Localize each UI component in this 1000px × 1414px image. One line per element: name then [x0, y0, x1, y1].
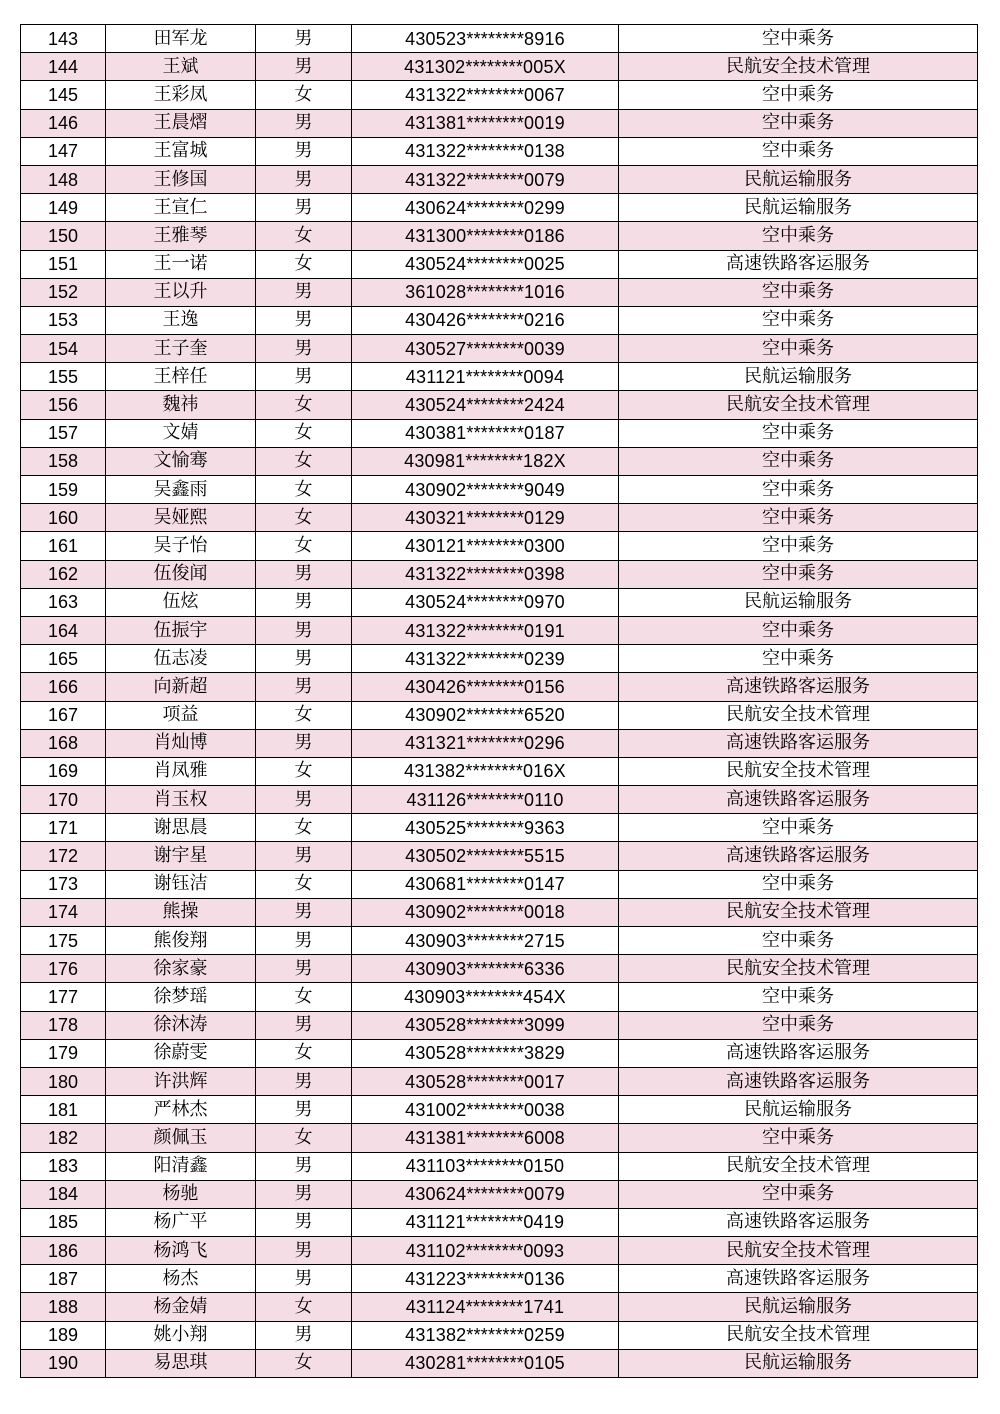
row-number-cell: 164	[21, 616, 106, 644]
row-number-cell: 151	[21, 250, 106, 278]
major-cell: 空中乘务	[619, 1011, 978, 1039]
id-number-cell: 431322********0398	[352, 560, 619, 588]
row-number-cell: 154	[21, 335, 106, 363]
table-row	[21, 1124, 978, 1152]
table-row	[21, 588, 978, 616]
gender-cell: 男	[256, 588, 352, 616]
gender-cell: 男	[256, 673, 352, 701]
row-number-cell: 168	[21, 729, 106, 757]
table-row	[21, 504, 978, 532]
gender-cell: 男	[256, 1096, 352, 1124]
row-number-cell: 159	[21, 476, 106, 504]
id-number-cell: 431121********0419	[352, 1208, 619, 1236]
gender-cell: 男	[256, 560, 352, 588]
gender-cell: 女	[256, 1124, 352, 1152]
student-name-cell: 项益	[106, 701, 256, 729]
major-cell: 空中乘务	[619, 532, 978, 560]
id-number-cell: 430525********9363	[352, 814, 619, 842]
student-name-cell: 熊俊翔	[106, 927, 256, 955]
student-name-cell: 许洪辉	[106, 1067, 256, 1095]
id-number-cell: 431381********0019	[352, 109, 619, 137]
major-cell: 空中乘务	[619, 504, 978, 532]
table-row	[21, 1039, 978, 1067]
id-number-cell: 431322********0079	[352, 165, 619, 193]
gender-cell: 女	[256, 447, 352, 475]
id-number-cell: 431322********0138	[352, 137, 619, 165]
table-row	[21, 306, 978, 334]
student-name-cell: 杨广平	[106, 1208, 256, 1236]
id-number-cell: 431102********0093	[352, 1237, 619, 1265]
major-cell: 空中乘务	[619, 616, 978, 644]
row-number-cell: 181	[21, 1096, 106, 1124]
major-cell: 空中乘务	[619, 983, 978, 1011]
major-cell: 高速铁路客运服务	[619, 786, 978, 814]
table-row	[21, 955, 978, 983]
major-cell: 高速铁路客运服务	[619, 842, 978, 870]
id-number-cell: 431126********0110	[352, 786, 619, 814]
student-name-cell: 肖玉权	[106, 786, 256, 814]
student-name-cell: 王逸	[106, 306, 256, 334]
student-name-cell: 谢宇星	[106, 842, 256, 870]
student-name-cell: 王宣仁	[106, 194, 256, 222]
row-number-cell: 183	[21, 1152, 106, 1180]
table-row	[21, 1237, 978, 1265]
table-row	[21, 476, 978, 504]
row-number-cell: 152	[21, 278, 106, 306]
gender-cell: 男	[256, 137, 352, 165]
major-cell: 空中乘务	[619, 109, 978, 137]
id-number-cell: 430524********0025	[352, 250, 619, 278]
gender-cell: 男	[256, 645, 352, 673]
row-number-cell: 160	[21, 504, 106, 532]
student-name-cell: 吴娅熙	[106, 504, 256, 532]
gender-cell: 男	[256, 898, 352, 926]
id-number-cell: 431321********0296	[352, 729, 619, 757]
gender-cell: 男	[256, 729, 352, 757]
id-number-cell: 431322********0191	[352, 616, 619, 644]
student-name-cell: 杨驰	[106, 1180, 256, 1208]
student-name-cell: 杨杰	[106, 1265, 256, 1293]
table-row	[21, 419, 978, 447]
gender-cell: 女	[256, 419, 352, 447]
major-cell: 空中乘务	[619, 870, 978, 898]
id-number-cell: 431124********1741	[352, 1293, 619, 1321]
student-name-cell: 田军龙	[106, 25, 256, 53]
gender-cell: 男	[256, 955, 352, 983]
student-name-cell: 杨金婧	[106, 1293, 256, 1321]
id-number-cell: 430426********0156	[352, 673, 619, 701]
id-number-cell: 430523********8916	[352, 25, 619, 53]
table-row	[21, 757, 978, 785]
id-number-cell: 430681********0147	[352, 870, 619, 898]
gender-cell: 男	[256, 194, 352, 222]
student-name-cell: 严林杰	[106, 1096, 256, 1124]
gender-cell: 女	[256, 476, 352, 504]
id-number-cell: 430527********0039	[352, 335, 619, 363]
gender-cell: 男	[256, 165, 352, 193]
student-name-cell: 姚小翔	[106, 1321, 256, 1349]
row-number-cell: 156	[21, 391, 106, 419]
row-number-cell: 146	[21, 109, 106, 137]
student-name-cell: 伍炫	[106, 588, 256, 616]
student-name-cell: 王斌	[106, 53, 256, 81]
id-number-cell: 430981********182X	[352, 447, 619, 475]
major-cell: 民航运输服务	[619, 1096, 978, 1124]
table-row	[21, 194, 978, 222]
major-cell: 民航安全技术管理	[619, 701, 978, 729]
table-row	[21, 1321, 978, 1349]
row-number-cell: 153	[21, 306, 106, 334]
table-row	[21, 1293, 978, 1321]
gender-cell: 女	[256, 1039, 352, 1067]
major-cell: 民航安全技术管理	[619, 391, 978, 419]
table-row	[21, 1265, 978, 1293]
id-number-cell: 430502********5515	[352, 842, 619, 870]
table-row	[21, 335, 978, 363]
student-name-cell: 文婧	[106, 419, 256, 447]
id-number-cell: 431103********0150	[352, 1152, 619, 1180]
row-number-cell: 178	[21, 1011, 106, 1039]
row-number-cell: 167	[21, 701, 106, 729]
row-number-cell: 169	[21, 757, 106, 785]
gender-cell: 女	[256, 81, 352, 109]
major-cell: 高速铁路客运服务	[619, 1039, 978, 1067]
table-row	[21, 616, 978, 644]
major-cell: 空中乘务	[619, 560, 978, 588]
major-cell: 高速铁路客运服务	[619, 1208, 978, 1236]
student-roster-table	[20, 24, 978, 1378]
student-name-cell: 颜佩玉	[106, 1124, 256, 1152]
student-name-cell: 肖灿博	[106, 729, 256, 757]
row-number-cell: 158	[21, 447, 106, 475]
major-cell: 高速铁路客运服务	[619, 729, 978, 757]
table-row	[21, 1096, 978, 1124]
student-name-cell: 徐梦瑶	[106, 983, 256, 1011]
major-cell: 空中乘务	[619, 137, 978, 165]
id-number-cell: 431002********0038	[352, 1096, 619, 1124]
id-number-cell: 431382********0259	[352, 1321, 619, 1349]
student-name-cell: 王晨熠	[106, 109, 256, 137]
table-row	[21, 983, 978, 1011]
student-name-cell: 王以升	[106, 278, 256, 306]
row-number-cell: 177	[21, 983, 106, 1011]
id-number-cell: 430903********454X	[352, 983, 619, 1011]
table-row	[21, 1180, 978, 1208]
table-row	[21, 898, 978, 926]
row-number-cell: 148	[21, 165, 106, 193]
major-cell: 高速铁路客运服务	[619, 250, 978, 278]
student-name-cell: 易思琪	[106, 1349, 256, 1377]
gender-cell: 男	[256, 1180, 352, 1208]
gender-cell: 男	[256, 306, 352, 334]
gender-cell: 女	[256, 222, 352, 250]
student-name-cell: 伍俊闻	[106, 560, 256, 588]
id-number-cell: 431302********005X	[352, 53, 619, 81]
student-name-cell: 王彩凤	[106, 81, 256, 109]
id-number-cell: 431381********6008	[352, 1124, 619, 1152]
major-cell: 空中乘务	[619, 645, 978, 673]
table-row	[21, 222, 978, 250]
id-number-cell: 430903********6336	[352, 955, 619, 983]
major-cell: 高速铁路客运服务	[619, 673, 978, 701]
table-row	[21, 363, 978, 391]
roster-body	[21, 25, 978, 1378]
id-number-cell: 431322********0239	[352, 645, 619, 673]
row-number-cell: 179	[21, 1039, 106, 1067]
student-name-cell: 魏祎	[106, 391, 256, 419]
gender-cell: 男	[256, 927, 352, 955]
major-cell: 空中乘务	[619, 81, 978, 109]
id-number-cell: 430624********0079	[352, 1180, 619, 1208]
major-cell: 空中乘务	[619, 25, 978, 53]
gender-cell: 男	[256, 25, 352, 53]
gender-cell: 女	[256, 983, 352, 1011]
table-row	[21, 109, 978, 137]
row-number-cell: 161	[21, 532, 106, 560]
table-row	[21, 870, 978, 898]
student-name-cell: 徐沐涛	[106, 1011, 256, 1039]
student-name-cell: 吴鑫雨	[106, 476, 256, 504]
major-cell: 民航安全技术管理	[619, 1152, 978, 1180]
row-number-cell: 189	[21, 1321, 106, 1349]
table-row	[21, 391, 978, 419]
row-number-cell: 184	[21, 1180, 106, 1208]
major-cell: 民航运输服务	[619, 1349, 978, 1377]
row-number-cell: 147	[21, 137, 106, 165]
student-name-cell: 徐家豪	[106, 955, 256, 983]
student-name-cell: 阳清鑫	[106, 1152, 256, 1180]
gender-cell: 男	[256, 842, 352, 870]
table-row	[21, 25, 978, 53]
gender-cell: 女	[256, 391, 352, 419]
id-number-cell: 430381********0187	[352, 419, 619, 447]
gender-cell: 男	[256, 1208, 352, 1236]
id-number-cell: 430902********6520	[352, 701, 619, 729]
table-row	[21, 927, 978, 955]
row-number-cell: 157	[21, 419, 106, 447]
gender-cell: 女	[256, 1293, 352, 1321]
gender-cell: 男	[256, 1237, 352, 1265]
row-number-cell: 190	[21, 1349, 106, 1377]
table-row	[21, 842, 978, 870]
id-number-cell: 431223********0136	[352, 1265, 619, 1293]
id-number-cell: 430528********0017	[352, 1067, 619, 1095]
row-number-cell: 163	[21, 588, 106, 616]
table-row	[21, 278, 978, 306]
row-number-cell: 187	[21, 1265, 106, 1293]
student-name-cell: 向新超	[106, 673, 256, 701]
row-number-cell: 145	[21, 81, 106, 109]
gender-cell: 男	[256, 278, 352, 306]
row-number-cell: 143	[21, 25, 106, 53]
gender-cell: 男	[256, 363, 352, 391]
student-name-cell: 王一诺	[106, 250, 256, 278]
gender-cell: 女	[256, 504, 352, 532]
student-name-cell: 王修国	[106, 165, 256, 193]
gender-cell: 男	[256, 1265, 352, 1293]
gender-cell: 男	[256, 53, 352, 81]
student-name-cell: 徐蔚雯	[106, 1039, 256, 1067]
row-number-cell: 150	[21, 222, 106, 250]
student-name-cell: 王雅琴	[106, 222, 256, 250]
row-number-cell: 144	[21, 53, 106, 81]
row-number-cell: 180	[21, 1067, 106, 1095]
table-row	[21, 1349, 978, 1377]
major-cell: 空中乘务	[619, 814, 978, 842]
table-row	[21, 81, 978, 109]
row-number-cell: 175	[21, 927, 106, 955]
gender-cell: 女	[256, 814, 352, 842]
student-name-cell: 谢思晨	[106, 814, 256, 842]
major-cell: 民航安全技术管理	[619, 53, 978, 81]
major-cell: 民航安全技术管理	[619, 1237, 978, 1265]
id-number-cell: 431300********0186	[352, 222, 619, 250]
major-cell: 民航运输服务	[619, 194, 978, 222]
row-number-cell: 170	[21, 786, 106, 814]
gender-cell: 女	[256, 870, 352, 898]
row-number-cell: 165	[21, 645, 106, 673]
table-row	[21, 673, 978, 701]
id-number-cell: 431382********016X	[352, 757, 619, 785]
student-name-cell: 谢钰洁	[106, 870, 256, 898]
table-row	[21, 532, 978, 560]
major-cell: 空中乘务	[619, 1180, 978, 1208]
major-cell: 民航安全技术管理	[619, 757, 978, 785]
student-name-cell: 熊操	[106, 898, 256, 926]
gender-cell: 男	[256, 786, 352, 814]
major-cell: 空中乘务	[619, 927, 978, 955]
row-number-cell: 186	[21, 1237, 106, 1265]
table-row	[21, 447, 978, 475]
id-number-cell: 431121********0094	[352, 363, 619, 391]
major-cell: 民航安全技术管理	[619, 898, 978, 926]
table-row	[21, 137, 978, 165]
major-cell: 民航运输服务	[619, 588, 978, 616]
table-row	[21, 560, 978, 588]
gender-cell: 女	[256, 701, 352, 729]
major-cell: 空中乘务	[619, 306, 978, 334]
gender-cell: 男	[256, 1067, 352, 1095]
major-cell: 高速铁路客运服务	[619, 1067, 978, 1095]
id-number-cell: 430281********0105	[352, 1349, 619, 1377]
table-row	[21, 729, 978, 757]
row-number-cell: 173	[21, 870, 106, 898]
major-cell: 空中乘务	[619, 447, 978, 475]
student-name-cell: 王子奎	[106, 335, 256, 363]
table-row	[21, 786, 978, 814]
gender-cell: 男	[256, 1152, 352, 1180]
id-number-cell: 430524********0970	[352, 588, 619, 616]
table-row	[21, 1208, 978, 1236]
table-row	[21, 165, 978, 193]
id-number-cell: 430902********9049	[352, 476, 619, 504]
id-number-cell: 430426********0216	[352, 306, 619, 334]
student-name-cell: 肖凤雅	[106, 757, 256, 785]
gender-cell: 男	[256, 616, 352, 644]
id-number-cell: 430121********0300	[352, 532, 619, 560]
row-number-cell: 185	[21, 1208, 106, 1236]
id-number-cell: 430528********3099	[352, 1011, 619, 1039]
major-cell: 高速铁路客运服务	[619, 1265, 978, 1293]
gender-cell: 男	[256, 1011, 352, 1039]
gender-cell: 男	[256, 109, 352, 137]
gender-cell: 男	[256, 335, 352, 363]
table-row	[21, 814, 978, 842]
id-number-cell: 430524********2424	[352, 391, 619, 419]
major-cell: 民航运输服务	[619, 165, 978, 193]
gender-cell: 男	[256, 1321, 352, 1349]
id-number-cell: 361028********1016	[352, 278, 619, 306]
gender-cell: 女	[256, 532, 352, 560]
student-name-cell: 文愉骞	[106, 447, 256, 475]
row-number-cell: 182	[21, 1124, 106, 1152]
major-cell: 民航安全技术管理	[619, 1321, 978, 1349]
student-name-cell: 王梓任	[106, 363, 256, 391]
major-cell: 民航安全技术管理	[619, 955, 978, 983]
student-name-cell: 伍振宇	[106, 616, 256, 644]
table-row	[21, 1011, 978, 1039]
row-number-cell: 174	[21, 898, 106, 926]
row-number-cell: 172	[21, 842, 106, 870]
major-cell: 空中乘务	[619, 278, 978, 306]
row-number-cell: 188	[21, 1293, 106, 1321]
major-cell: 空中乘务	[619, 335, 978, 363]
gender-cell: 女	[256, 250, 352, 278]
table-row	[21, 53, 978, 81]
major-cell: 民航运输服务	[619, 363, 978, 391]
table-row	[21, 645, 978, 673]
student-name-cell: 杨鸿飞	[106, 1237, 256, 1265]
row-number-cell: 162	[21, 560, 106, 588]
major-cell: 空中乘务	[619, 419, 978, 447]
major-cell: 民航运输服务	[619, 1293, 978, 1321]
id-number-cell: 431322********0067	[352, 81, 619, 109]
table-row	[21, 1067, 978, 1095]
row-number-cell: 171	[21, 814, 106, 842]
student-name-cell: 王富城	[106, 137, 256, 165]
major-cell: 空中乘务	[619, 476, 978, 504]
table-row	[21, 1152, 978, 1180]
id-number-cell: 430902********0018	[352, 898, 619, 926]
id-number-cell: 430321********0129	[352, 504, 619, 532]
major-cell: 空中乘务	[619, 222, 978, 250]
table-row	[21, 250, 978, 278]
row-number-cell: 149	[21, 194, 106, 222]
row-number-cell: 176	[21, 955, 106, 983]
student-name-cell: 伍志凌	[106, 645, 256, 673]
id-number-cell: 430528********3829	[352, 1039, 619, 1067]
gender-cell: 女	[256, 1349, 352, 1377]
gender-cell: 女	[256, 757, 352, 785]
row-number-cell: 166	[21, 673, 106, 701]
major-cell: 空中乘务	[619, 1124, 978, 1152]
id-number-cell: 430624********0299	[352, 194, 619, 222]
row-number-cell: 155	[21, 363, 106, 391]
table-row	[21, 701, 978, 729]
student-name-cell: 吴子怡	[106, 532, 256, 560]
id-number-cell: 430903********2715	[352, 927, 619, 955]
